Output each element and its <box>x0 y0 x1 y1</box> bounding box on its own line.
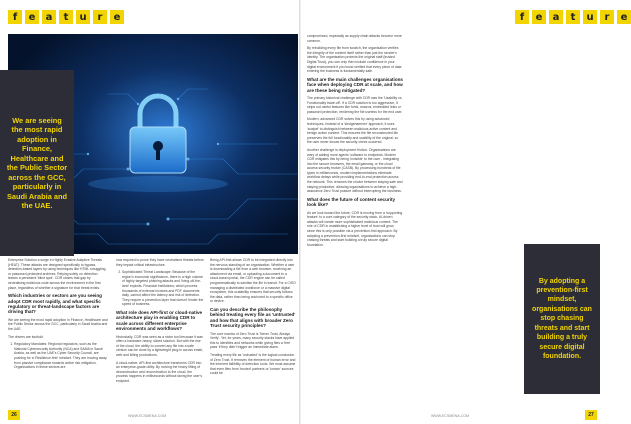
left-page <box>0 0 299 424</box>
header-letter: e <box>617 10 631 24</box>
header-letter: r <box>600 10 614 24</box>
paragraph: compromised, especially as supply chain attacks become more common. <box>307 34 402 43</box>
header-letter: e <box>532 10 546 24</box>
header-letter: e <box>25 10 39 24</box>
paragraph: A cloud-native, API-first architecture transforms CDR into an enterprise-grade utility. By moving the heavy lifting of deconstruction and reconstruction to the cloud, the process happens in milliseconds without taxing the user's endpoint. <box>116 360 203 383</box>
column-4 <box>307 34 403 250</box>
right-pull-quote <box>524 244 600 394</box>
column-1 <box>8 258 108 373</box>
feature-header-left <box>8 10 124 24</box>
pull-quote-text: We are seeing the most rapid adoption in Finance, Healthcare and the Public Sector across the GCC, particularly in Saudi Arabia and the UAE. <box>6 115 68 210</box>
paragraph: Enterprise Solution a surge in Highly Evasive Adaptive Threats (HEAT). These attacks are designed specifically to bypass detection-based layers by using techniques like HTML smuggling or password-protected archives. Relying solely on detection leaves a persistent 'blind spot'. CDR closes that gap by neutralising malicious code across the environment in the first place, regardless of whether a signature for that threat exists. <box>8 258 106 290</box>
paragraph: Being API-first allows CDR to be integrated directly into the nervous standing of an organisation. Whether a user is downloading a file from a web browser, receiving an attachment via email, or uploading a document to a cloud-based portal, the CDR engine can be called programmatically to sanitise the file in transit. For a CISO managing a distributed workforce or a massive digital ecosystem, this scalability ensures that security follows the data, rather than being anchored to a specific office or device. <box>210 258 296 304</box>
paragraph: Modern, advanced CDR solves this by using advanced techniques. Instead of a 'sledgehammer' approach, it uses 'scalpel' to distinguish between malicious active content and benign active content. This ensures the file reconstructed file preserves the full functionality and usability of the original, so the user never knows the security check occurred. <box>307 117 399 145</box>
column-2 <box>116 258 204 387</box>
question-heading: Can you describe the philosophy behind treating every file as 'untrusted' and how that aligns with broader Zero Trust security principles? <box>210 306 296 329</box>
question-heading: What role does API-first or cloud-native architecture play in enabling CDR to scale across different enterprise environments and workflows? <box>116 309 203 332</box>
footer-url-right[interactable]: WWW.ECSMENA.COM <box>431 414 470 418</box>
footer-url-left[interactable]: WWW.ECSMENA.COM <box>128 414 167 418</box>
paragraph: As we look toward the future, CDR is moving from a 'supporting feature' to a core category of the security stack. AI-driven attacks will create more sophisticated malicious content. The role of CDR in establishing a higher level of trust will grow, since this is only possible via a prevention-first approach. By adopting a prevention-first mindset, organisations can stop chasing threats and start building a truly secure digital foundation. <box>307 210 403 247</box>
list-item: 2. Sophisticated Threat Landscape: Because of the region's economic significance, there is a high volume of highly targeted phishing attacks and 'living-off-the-land' exploits. Financial institutions, which process thousands of external invoices and PDF documents daily, cannot afford the latency and risk of detection. They require a prevention layer that doesn't hinder the speed of business. <box>122 270 204 307</box>
paragraph: Treating every file as 'untrusted' is the logical conclusion of Zero Trust. It removes the element of human error and the inherent fallibility of detection tools. We must assume that even files from 'trusted' partners or 'known' sources could be <box>210 352 296 376</box>
header-letter: f <box>515 10 529 24</box>
header-letter: t <box>566 10 580 24</box>
list-item: 1. Regulatory Mandates: Regional regulators, such as the National Cybersecurity Authority (NCA) and SAMA in Saudi Arabia, as well as the UAE's Cyber Security Council, are pushing for a 'Resilience-first' mindset. They are moving away from passive compliance towards active risk mitigation. Organisations in these sectors are <box>14 342 108 370</box>
paragraph: The drivers are twofold: <box>8 334 44 339</box>
header-letter: a <box>42 10 56 24</box>
paragraph: Another challenge is deployment friction. Organisations are wary of adding more agents' software to endpoints. Modern CDR mitigates this by being 'invisible' to the user - integrating into the secure browsers, the email gateway, or the cloud access security broker (CASB). By processing hundreds of file types in milliseconds, modern implementations eliminate workflow delays while providing end-to-end protection across the network. This removes the choice between staying safe and staying productive, allowing organisations to achieve a high-assurance Zero Trust posture without interrupting the business. <box>307 147 403 194</box>
header-letter: t <box>59 10 73 24</box>
header-letter: u <box>583 10 597 24</box>
page-number-right: 27 <box>585 410 597 420</box>
left-pull-quote <box>0 70 74 256</box>
question-heading: Which industries or sectors are you seeing adopt CDR most rapidly, and what specific regulatory or threat-landscape factors are driving that? <box>8 293 102 315</box>
question-heading: What does the future of content security look like? <box>307 196 396 208</box>
paragraph: The primary historical challenge with CDR was the 'Usability vs. Functionality trade-off'. If a CDR solution is too aggressive, it strips out useful features like fonts, macros, embedded links or password protection, rendering the file useless for the end user. <box>307 95 403 114</box>
header-letter: f <box>8 10 22 24</box>
column-3 <box>210 258 296 379</box>
header-letter: u <box>76 10 90 24</box>
paragraph: now required to prove they have neutralised threats before they impact critical infrastructure. <box>116 258 204 267</box>
paragraph: We are seeing the most rapid adoption in Finance, Healthcare and the Public Sector across the GCC, particularly in Saudi Arabia and the UAE. <box>8 317 108 331</box>
paragraph: Historically, CDR was seen as a niche tool because it was often a hardware-heavy, siloed solution. But with the rise of the cloud, the ability to convert any file into a safe version can be done by a lightweight plug-in across email, web and killing productions. <box>116 334 203 357</box>
paragraph: By rebuilding every file from scratch, the organisation verifies the integrity of the content itself rather than just the sender's identity. The organisation protects the original staff (trusted Digital Trust), you can only then include confidence in your digital environment if you know verified that every piece of data entering the business is fundamentally safe. <box>307 46 402 74</box>
feature-header-right <box>515 10 631 24</box>
header-letter: a <box>549 10 563 24</box>
pull-quote-text: By adopting a prevention-first mindset, organisations can stop chasing threats and start building a truly secure digital foundation. <box>532 277 592 360</box>
paragraph: The core mantra of Zero Trust is 'Never Trust, Always Verify'. Yet, for years, many security stacks have applied this to identities and networks while giving files a 'free pass' if they didn't trigger an immediate alarm. <box>210 331 295 350</box>
header-letter: e <box>110 10 124 24</box>
page-number-left: 26 <box>8 410 20 420</box>
header-letter: r <box>93 10 107 24</box>
question-heading: What are the main challenges organisations face when deploying CDR at scale, and how are these being mitigated? <box>307 76 403 93</box>
